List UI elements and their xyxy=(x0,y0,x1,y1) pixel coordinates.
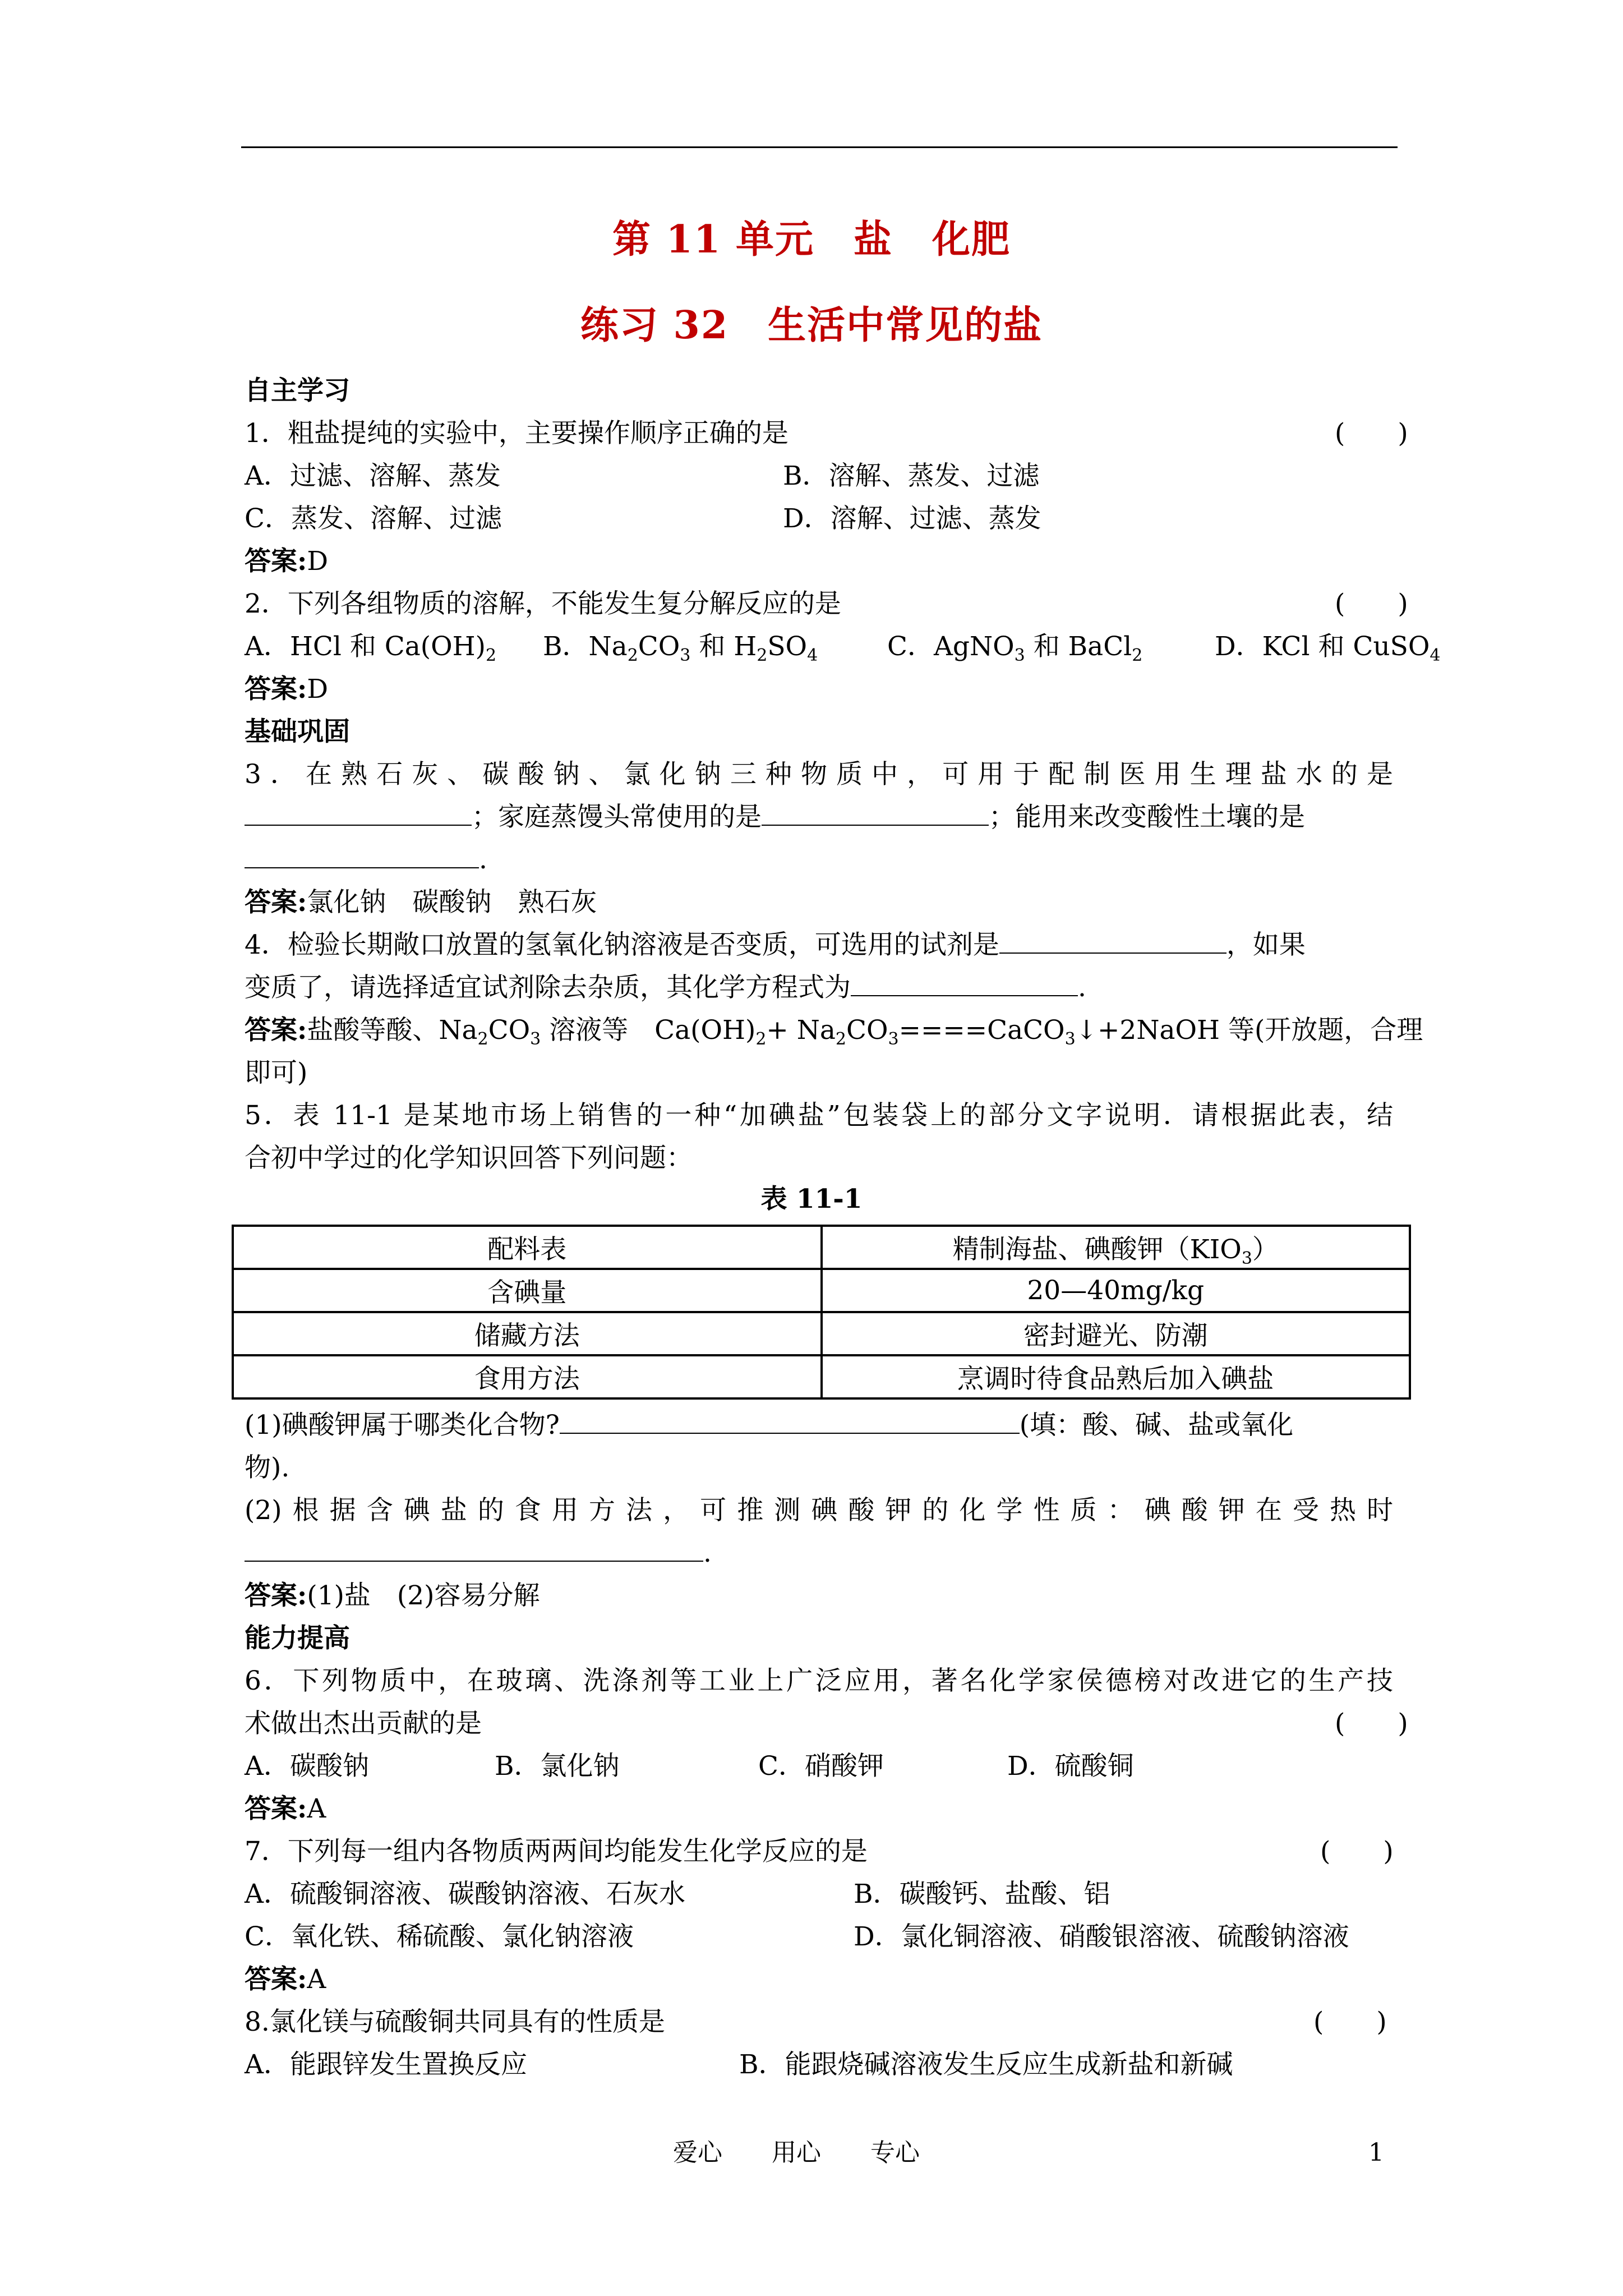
answer-4-line-2: 即可) xyxy=(245,1057,308,1088)
blank-3a xyxy=(245,802,472,826)
answer-3: 答案:氯化钠 碳酸钠 熟石灰 xyxy=(245,887,597,918)
question-7: 7．下列每一组内各物质两两间均能发生化学反应的是 xyxy=(245,1836,868,1867)
q2-option-d: D．KCl 和 CuSO$_4$ xyxy=(1215,631,1441,665)
q7-option-b: B．碳酸钙、盐酸、铝 xyxy=(854,1879,1110,1910)
answer-6: 答案:A xyxy=(245,1793,326,1824)
header-rule xyxy=(241,146,1398,148)
q6-option-d: D．硫酸铜 xyxy=(1007,1751,1134,1782)
section-heading-self-study: 自主学习 xyxy=(245,375,350,406)
question-5-sub-2-blank: . xyxy=(245,1534,712,1573)
q1-option-a: A．过滤、溶解、蒸发 xyxy=(245,461,501,491)
table-cell-value: 密封避光、防潮 xyxy=(822,1312,1410,1355)
q2-option-a: A．HCl 和 $Ca(OH)_2$ xyxy=(245,631,497,665)
q6-option-b: B．氯化钠 xyxy=(495,1751,620,1782)
q7-option-a: A．硫酸铜溶液、碳酸钠溶液、石灰水 xyxy=(245,1879,685,1910)
answer-paren-8: ( ) xyxy=(1313,2007,1387,2037)
blank-3c xyxy=(245,845,479,868)
question-2: 2．下列各组物质的溶解，不能发生复分解反应的是 xyxy=(245,588,841,619)
q1-option-c: C．蒸发、溶解、过滤 xyxy=(245,503,502,534)
question-5-sub-2: (2)根据含碘盐的食用方法，可推测碘酸钾的化学性质：碘酸钾在受热时 xyxy=(245,1495,1393,1526)
answer-1: 答案:D xyxy=(245,546,329,577)
section-heading-basic: 基础巩固 xyxy=(245,716,350,747)
question-5-sub-1-cont: 物). xyxy=(245,1452,290,1483)
table-cell-value: 烹调时待食品熟后加入碘盐 xyxy=(822,1355,1410,1398)
question-4-line-2: 变质了，请选择适宜试剂除去杂质，其化学方程式为 . xyxy=(245,972,1086,1003)
question-6-line-2: 术做出杰出贡献的是 xyxy=(245,1708,482,1739)
iodized-salt-table xyxy=(232,1225,1411,1400)
blank-5b xyxy=(245,1538,703,1562)
table-caption: 表 11-1 xyxy=(760,1184,863,1214)
table-row xyxy=(233,1226,1410,1269)
question-5-line-2: 合初中学过的化学知识回答下列问题： xyxy=(245,1143,693,1174)
q6-option-a: A．碳酸钠 xyxy=(245,1751,369,1782)
answer-paren-1: ( ) xyxy=(1335,418,1408,449)
q1-option-d: D．溶解、过滤、蒸发 xyxy=(783,503,1041,534)
question-1: 1．粗盐提纯的实验中，主要操作顺序正确的是 xyxy=(245,418,789,449)
q7-option-d: D．氯化铜溶液、硝酸银溶液、硫酸钠溶液 xyxy=(854,1921,1349,1952)
table-cell-key: 含碘量 xyxy=(233,1269,822,1312)
table-cell-key: 配料表 xyxy=(233,1226,822,1269)
footer-slogan: 爱心 用心 专心 xyxy=(673,2138,920,2167)
answer-paren-7: ( ) xyxy=(1320,1836,1394,1867)
page-subtitle: 练习 32 生活中常见的盐 xyxy=(580,303,1043,348)
blank-3b xyxy=(762,802,989,826)
blank-5a xyxy=(560,1410,1020,1434)
table-row xyxy=(233,1269,1410,1312)
question-4-line-1: 4．检验长期敞口放置的氢氧化钠溶液是否变质，可选用的试剂是 ，如果 xyxy=(245,930,1306,960)
answer-2: 答案:D xyxy=(245,674,329,705)
blank-4a xyxy=(999,930,1227,954)
question-5-sub-1: (1)碘酸钾属于哪类化合物? (填：酸、碱、盐或氧化 xyxy=(245,1410,1294,1441)
q8-option-b: B．能跟烧碱溶液发生反应生成新盐和新碱 xyxy=(739,2049,1233,2080)
table-cell-value: 20—40mg/kg xyxy=(822,1269,1410,1312)
q8-option-a: A．能跟锌发生置换反应 xyxy=(245,2049,527,2080)
q1-option-b: B．溶解、蒸发、过滤 xyxy=(783,461,1040,491)
q2-option-b: B．$Na_2CO_3$ 和 $H_2SO_4$ xyxy=(543,631,818,665)
question-3-line-2: ；家庭蒸馒头常使用的是 ；能用来改变酸性土壤的是 xyxy=(245,798,1393,837)
table-cell-value: 精制海盐、碘酸钾$(KIO_3)$ xyxy=(822,1226,1410,1269)
page-title: 第 11 单元 盐 化肥 xyxy=(612,217,1011,262)
table-row xyxy=(233,1355,1410,1398)
table-cell-key: 储藏方法 xyxy=(233,1312,822,1355)
answer-paren-2: ( ) xyxy=(1335,588,1408,619)
question-3-line-1: 3．在熟石灰、碳酸钠、氯化钠三种物质中，可用于配制医用生理盐水的是 xyxy=(245,759,1393,790)
answer-paren-6: ( ) xyxy=(1335,1708,1408,1739)
q7-option-c: C．氧化铁、稀硫酸、氯化钠溶液 xyxy=(245,1921,634,1952)
question-3-line-3: . xyxy=(245,840,487,880)
section-heading-advanced: 能力提高 xyxy=(245,1623,350,1654)
question-5-line-1: 5．表 11-1 是某地市场上销售的一种“加碘盐”包装袋上的部分文字说明．请根据此表，结 xyxy=(245,1100,1393,1131)
page-number: 1 xyxy=(1368,2138,1384,2167)
answer-5: 答案:(1)盐 (2)容易分解 xyxy=(245,1580,540,1611)
blank-4b xyxy=(851,973,1078,996)
answer-7: 答案:A xyxy=(245,1964,326,1995)
question-6-line-1: 6．下列物质中，在玻璃、洗涤剂等工业上广泛应用，著名化学家侯德榜对改进它的生产技 xyxy=(245,1665,1393,1696)
q2-option-c: C．AgNO$_3$ 和 BaCl$_2$ xyxy=(887,631,1143,665)
table-row xyxy=(233,1312,1410,1355)
q6-option-c: C．硝酸钾 xyxy=(758,1751,884,1782)
table-cell-key: 食用方法 xyxy=(233,1355,822,1398)
question-8: 8.氯化镁与硫酸铜共同具有的性质是 xyxy=(245,2007,665,2037)
answer-4: 答案:盐酸等酸、$Na_2CO_3$ 溶液等 $Ca(OH)_2+$ $Na_2CO_3====CaCO_3↓+2NaOH$ 等(开放题，合理 xyxy=(245,1015,1423,1049)
